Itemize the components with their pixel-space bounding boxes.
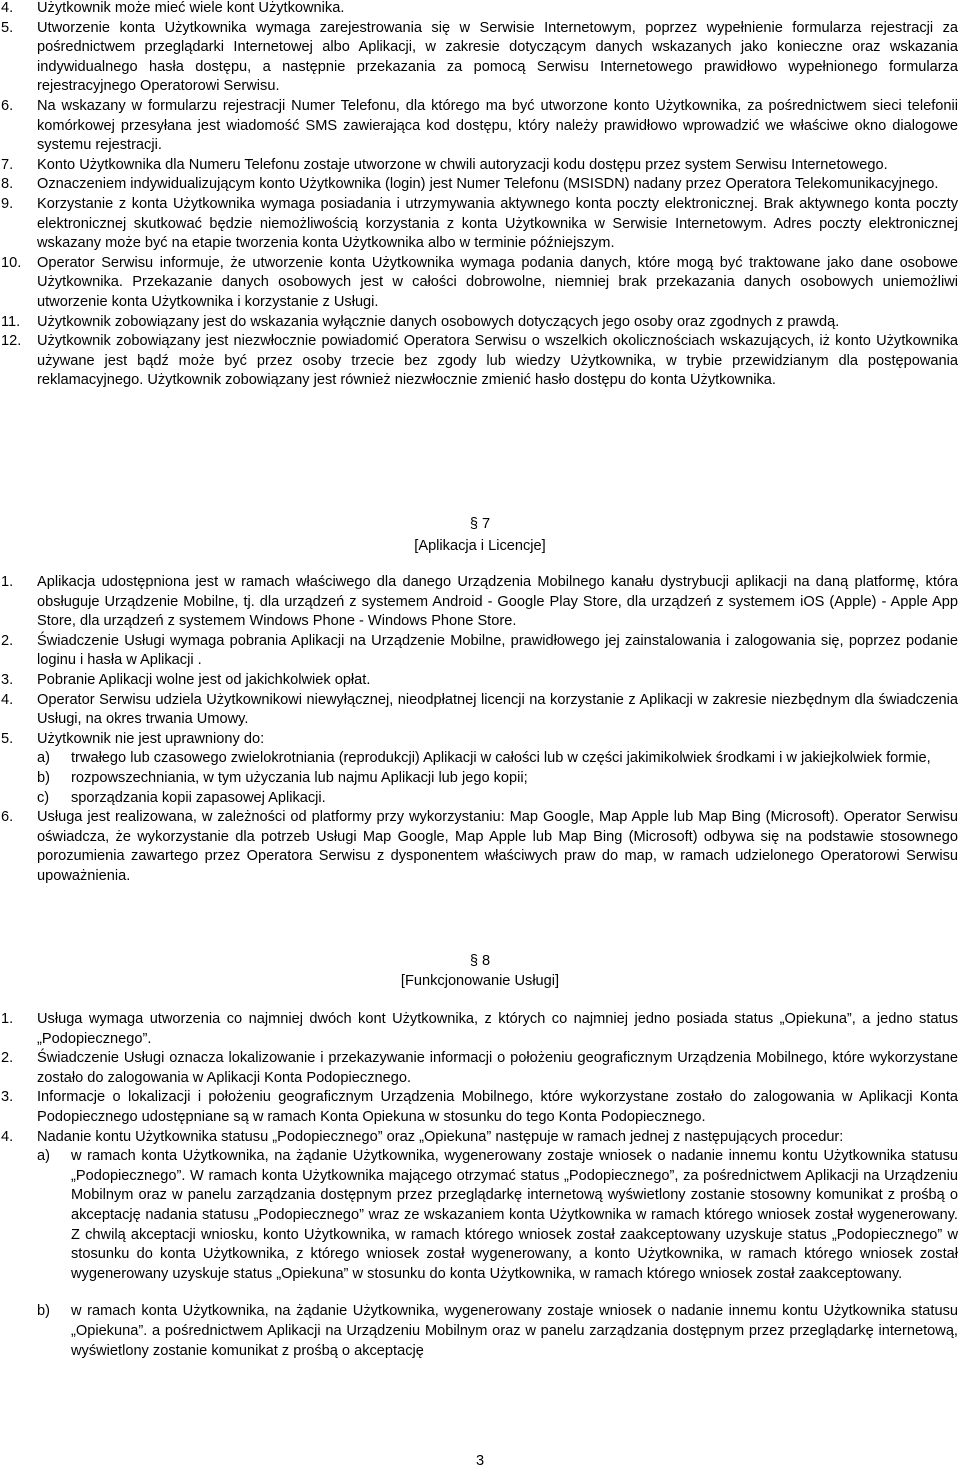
item-number: 5. (1, 19, 14, 36)
item-text: Usługa wymaga utworzenia co najmniej dwóch kont Użytkownika, z których co najmniej jedno posiada status „Opiekuna”, a jedno status „Podopiecznego”. (37, 1011, 958, 1047)
list-item (0, 632, 958, 671)
section-7-number: § 7 (469, 516, 491, 532)
section-8-list (0, 1010, 958, 1361)
list-item (0, 254, 958, 313)
list-item (0, 1049, 958, 1088)
item-text: Operator Serwisu informuje, że utworzenie konta Użytkownika wymaga podania danych, które mogą być traktowane jako dane osobowe Użytkownika. Przekazanie danych osobowych jest w całości dobrowolne, niemniej brak przekazania danych osobowych uniemożliwi utworzenie konta Użytkownika i korzystanie z Usługi. (37, 254, 958, 310)
sub-item-letter: b) (37, 1303, 50, 1320)
sub-item-letter: c) (37, 789, 50, 806)
item-number: 3. (1, 1089, 14, 1106)
sub-list-item (37, 1147, 958, 1284)
item-text: Informacje o lokalizacji i położeniu geograficznym Urządzenia Mobilnego, które wykorzystane zostało do zalogowania w Aplikacji Konta Podopiecznego udostępniane są w ramach Konta Opiekuna w stosunku do tego Konta Podopiecznego. (37, 1089, 958, 1125)
sub-list-item (37, 749, 958, 769)
item-number: 4. (1, 0, 14, 16)
item-number: 5. (1, 730, 14, 747)
list-item (0, 0, 958, 19)
list-item (0, 175, 958, 195)
item-text: Użytkownik może mieć wiele kont Użytkownika. (37, 0, 345, 16)
item-text: Oznaczeniem indywidualizującym konto Użytkownika (login) jest Numer Telefonu (MSISDN) nadany przez Operatora Telekomunikacyjnego. (37, 176, 939, 193)
item-number: 2. (1, 1050, 14, 1067)
item-number: 7. (1, 156, 14, 173)
list-item (0, 332, 958, 391)
list-item (0, 691, 958, 730)
list-item (0, 1088, 958, 1127)
list-item (0, 97, 958, 156)
item-text: Świadczenie Usługi wymaga pobrania Aplikacji na Urządzenie Mobilne, prawidłowego jej zainstalowania i zalogowania się, poprzez podanie loginu i hasła w Aplikacji . (37, 632, 958, 669)
section-8-number: § 8 (469, 953, 491, 969)
list-item (0, 1128, 958, 1148)
item-number: 11. (1, 313, 21, 330)
sub-item-text: sporządzania kopii zapasowej Aplikacji. (71, 789, 326, 806)
item-text: Konto Użytkownika dla Numeru Telefonu zostaje utworzone w chwili autoryzacji kodu dostępu przez system Serwisu Internetowego. (37, 156, 888, 173)
item-number: 9. (1, 195, 14, 212)
section-7-title: [Aplikacja i Licencje] (414, 538, 546, 554)
item-number: 6. (1, 97, 14, 114)
item-number: 3. (1, 671, 14, 688)
item-text: Użytkownik zobowiązany jest do wskazania wyłącznie danych osobowych dotyczących jego osoby oraz zgodnych z prawdą. (37, 313, 840, 330)
page-number: 3 (475, 1453, 485, 1469)
item-text: Aplikacja udostępniona jest w ramach właściwego dla danego Urządzenia Mobilnego kanału dystrybucji aplikacji na daną platformę, która obsługuje Urządzenie Mobilne, tj. dla urządzeń z systemem Android - Google Play Store, dla urządzeń z systemem iOS (Apple) - Apple App Store, dla urządzeń z systemem Windows Phone - Windows Phone Store. (37, 574, 958, 630)
sub-item-text: rozpowszechniania, w tym użyczania lub najmu Aplikacji lub jego kopii; (71, 769, 528, 786)
list-item (0, 671, 958, 691)
sub-list-item (37, 769, 958, 789)
section-6-tail-list (0, 0, 958, 391)
list-item (0, 1010, 958, 1049)
item-text: Usługa jest realizowana, w zależności od platformy przy wykorzystaniu: Map Google, Map Apple lub Map Bing (Microsoft). Operator Serwisu oświadcza, że wykorzystanie dla potrzeb Usługi Map Google, Map Apple lub Map Bing (Microsoft) odbywa się na podstawie stosownego porozumienia zawartego przez Operatora Serwisu z dysponentem właściwych praw do map, w ramach udzielonego Operatorowi Serwisu upoważnienia. (37, 809, 958, 884)
item-text: Utworzenie konta Użytkownika wymaga zarejestrowania się w Serwisie Internetowym, poprzez wypełnienie formularza rejestracji za pośrednictwem przeglądarki Internetowej albo Aplikacji, w zakresie dotyczącym danych wskazanych jako konieczne oraz wskazania indywidualnego hasła dostępu, a następnie przekazania za pomocą Serwisu Internetowego prawidłowo wypełnionego formularza rejestracyjnego Operatorowi Serwisu. (37, 19, 958, 95)
sub-item-text: trwałego lub czasowego zwielokrotniania (reprodukcji) Aplikacji w całości lub w części jakimikolwiek środkami i w jakiejkolwiek formie, (71, 750, 931, 767)
item-text: Pobranie Aplikacji wolne jest od jakichkolwiek opłat. (37, 671, 371, 688)
section-8-title: [Funkcjonowanie Usługi] (400, 973, 560, 989)
sub-item-text: w ramach konta Użytkownika, na żądanie Użytkownika, wygenerowany zostaje wniosek o nadanie innemu kontu Użytkownika statusu „Opiekuna”. a pośrednictwem Aplikacji na Urządzeniu Mobilnym oraz w panelu zarządzania dostępnym przez przeglądarkę internetową, wyświetlony zostanie komunikat z prośbą o akceptację (71, 1303, 958, 1359)
sub-item-letter: b) (37, 769, 50, 786)
item-text: Użytkownik nie jest uprawniony do: (37, 730, 265, 747)
sub-list-item (37, 789, 958, 809)
item-number: 2. (1, 632, 14, 649)
sub-list-item (37, 1302, 958, 1361)
sub-item-letter: a) (37, 1148, 50, 1165)
item-text: Na wskazany w formularzu rejestracji Numer Telefonu, dla którego ma być utworzone konto Użytkownika, za pośrednictwem sieci telefonii komórkowej przesyłana jest wiadomość SMS zawierająca kod dostępu, który należy prawidłowo wprowadzić we właściwe okno dialogowe systemu rejestracji. (37, 97, 958, 154)
list-item (0, 313, 958, 333)
item-number: 4. (1, 691, 14, 708)
item-number: 10. (1, 254, 22, 271)
item-number: 8. (1, 176, 14, 193)
sub-item-letter: a) (37, 750, 50, 767)
item-number: 4. (1, 1128, 14, 1145)
list-item (0, 195, 958, 254)
item-number: 12. (1, 333, 22, 350)
list-item (0, 156, 958, 176)
sub-item-text: w ramach konta Użytkownika, na żądanie Użytkownika, wygenerowany zostaje wniosek o nadanie innemu kontu Użytkownika statusu „Podopiecznego”. W ramach konta Użytkownika mającego otrzymać status „Podopiecznego”, za pośrednictwem Aplikacji na Urządzeniu Mobilnym oraz w panelu zarządzania dostępnym przez przeglądarkę internetową wyświetlony zostanie stosowny komunikat z prośbą o akceptację nadania statusu „Podopiecznego” wraz ze wskazaniem konta Użytkownika w ramach którego wniosek został wygenerowany. Z chwilą akceptacji wniosku, konto Użytkownika, w ramach którego wniosek został zaakceptowany uzyskuje status „Podopiecznego” w stosunku do konta Użytkownika, z którego wniosek został wygenerowany, a konto Użytkownika, w ramach którego wniosek został wygenerowany uzyskuje status „Opiekuna” w stosunku do konta Użytkownika, w ramach którego wniosek został zaakceptowany. (71, 1148, 958, 1282)
list-item (0, 573, 958, 632)
section-7-list (0, 573, 958, 887)
item-text: Nadanie kontu Użytkownika statusu „Podopiecznego” oraz „Opiekuna” następuje w ramach jednej z następujących procedur: (37, 1128, 844, 1145)
item-text: Korzystanie z konta Użytkownika wymaga posiadania i utrzymywania aktywnego konta poczty elektronicznej. Brak aktywnego konta poczty elektronicznej skutkować będzie niemożliwością korzystania z konta Użytkownika w Serwisie Internetowym. Adres poczty elektronicznej wskazany może być na etapie tworzenia konta Użytkownika albo w terminie późniejszym. (37, 195, 958, 252)
list-item (0, 19, 958, 97)
item-text: Użytkownik zobowiązany jest niezwłocznie powiadomić Operatora Serwisu o wszelkich okolicznościach wskazujących, iż konto Użytkownika używane jest bądź może być przez osoby trzecie bez zgody lub wiedzy Użytkownika, w trybie przewidzianym dla postępowania reklamacyjnego. Użytkownik zobowiązany jest również niezwłocznie zmienić hasło dostępu do konta Użytkownika. (37, 333, 958, 389)
list-item (0, 730, 958, 750)
item-number: 1. (1, 1011, 14, 1027)
item-number: 1. (1, 574, 14, 590)
item-text: Świadczenie Usługi oznacza lokalizowanie i przekazywanie informacji o położeniu geograficznym Urządzenia Mobilnego, które wykorzystane zostało do zalogowania w Aplikacji Konta Podopiecznego. (37, 1050, 958, 1086)
item-text: Operator Serwisu udziela Użytkownikowi niewyłącznej, nieodpłatnej licencji na korzystanie z Aplikacji w zakresie niezbędnym dla świadczenia Usługi, na okres trwania Umowy. (37, 691, 958, 728)
item-number: 6. (1, 809, 14, 826)
list-item (0, 808, 958, 886)
